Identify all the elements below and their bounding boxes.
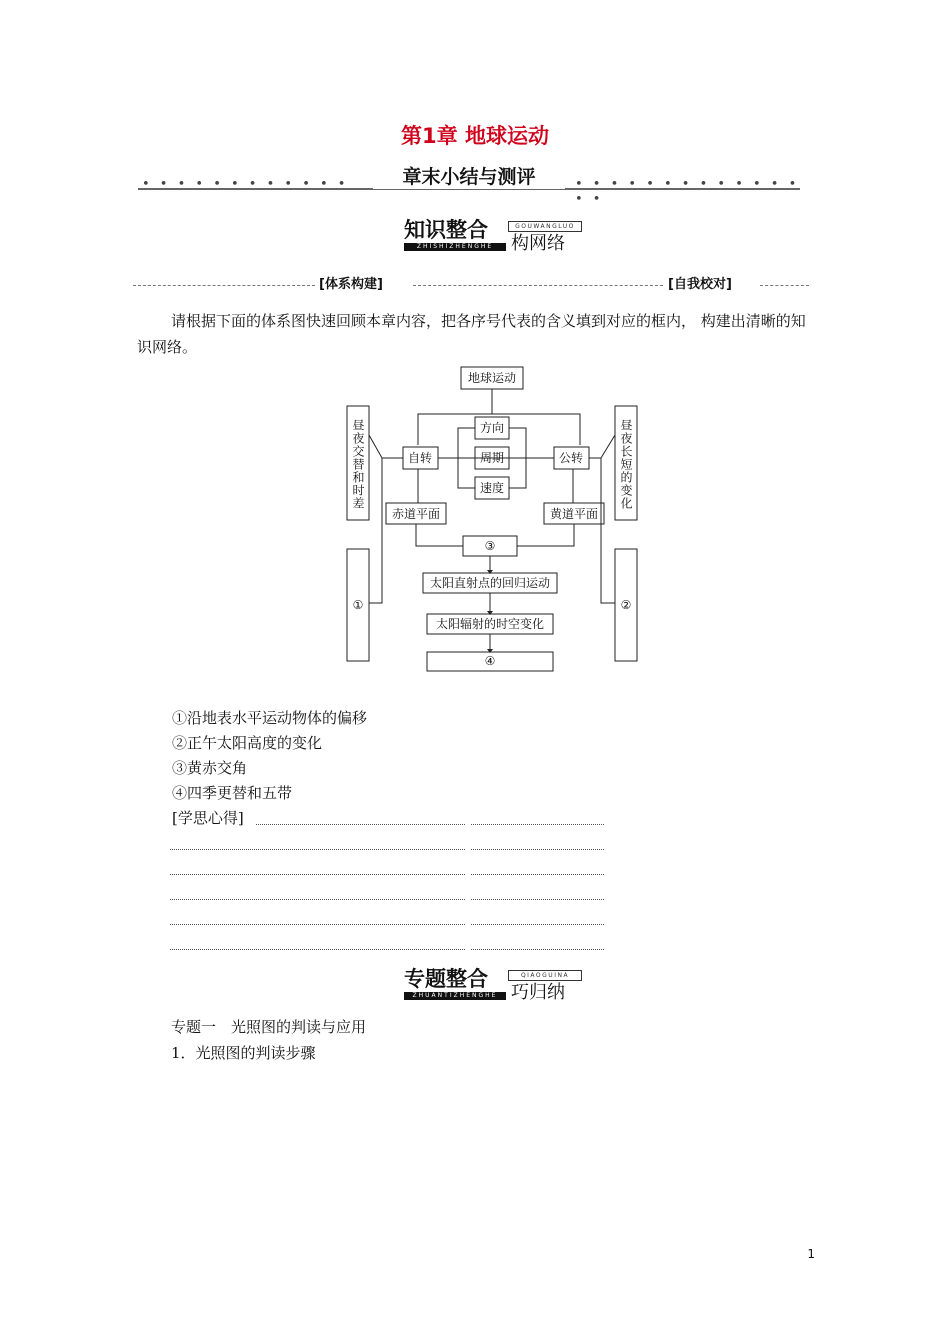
- knowledge-banner: [404, 218, 582, 258]
- note-line: [471, 874, 604, 875]
- revolution-label: 公转: [558, 451, 584, 465]
- dots-right: • • • • • • • • • • • • • • •: [575, 177, 800, 207]
- topic-banner-main: 专题整合: [404, 967, 488, 991]
- section-divider: [133, 276, 809, 296]
- note-line: [471, 924, 604, 925]
- note-line: [170, 949, 465, 950]
- root-label: 地球运动: [467, 371, 517, 385]
- left-vertical-label: 昼夜交替和时差: [351, 418, 365, 510]
- divider-line-mid: [413, 285, 663, 286]
- knowledge-banner-sub: 构网络: [511, 233, 565, 254]
- c4-label: ④: [484, 654, 496, 668]
- note-line: [471, 824, 604, 825]
- topic-step: 1．光照图的判读步骤: [171, 1044, 316, 1062]
- c3-label: ③: [484, 539, 496, 553]
- note-line: [471, 849, 604, 850]
- right-vertical-label: 昼夜长短的变化: [619, 418, 633, 510]
- topic-heading: 专题一 光照图的判读与应用: [171, 1018, 367, 1036]
- note-line: [170, 899, 465, 900]
- divider-right-label: [自我校对]: [668, 277, 732, 292]
- intro-paragraph: 请根据下面的体系图快速回顾本章内容，把各序号代表的含义填到对应的框内， 构建出清晰的知识网络。: [137, 312, 806, 356]
- period-label: 周期: [479, 451, 505, 465]
- left-vertical-fo: [347, 408, 369, 520]
- direction-label: 方向: [479, 421, 505, 435]
- note-line: [471, 949, 604, 950]
- divider-left-label: [体系构建]: [319, 277, 383, 292]
- answer-4: ④四季更替和五带: [172, 784, 293, 802]
- dots-left: • • • • • • • • • • • •: [142, 177, 349, 192]
- knowledge-banner-pinyin: ZHISHIZHENGHE: [404, 243, 506, 251]
- topic-banner-sub: 巧归纳: [511, 982, 565, 1003]
- speed-label: 速度: [479, 481, 505, 495]
- c2-label: ②: [620, 598, 632, 612]
- concept-diagram: [330, 360, 650, 680]
- topic-banner-tag: QIAOGUINA: [508, 970, 582, 981]
- note-line: [471, 899, 604, 900]
- right-vertical-fo: [615, 408, 637, 520]
- study-notes-label: [学思心得]: [172, 809, 244, 827]
- divider-line-right: [760, 285, 809, 286]
- sun-motion-label: 太阳直射点的回归运动: [429, 576, 551, 590]
- topic-banner-pinyin: ZHUANTIZHENGHE: [404, 992, 506, 1000]
- radiation-label: 太阳辐射的时空变化: [435, 617, 545, 631]
- summary-banner: [138, 165, 800, 207]
- c1-label: ①: [352, 598, 364, 612]
- answer-1: ①沿地表水平运动物体的偏移: [172, 709, 368, 727]
- rotation-label: 自转: [407, 451, 433, 465]
- note-line: [170, 849, 465, 850]
- summary-title: 章末小结与测评: [373, 165, 565, 189]
- answer-3: ③黄赤交角: [172, 759, 248, 777]
- answer-2: ②正午太阳高度的变化: [172, 734, 323, 752]
- divider-line-left: [133, 285, 315, 286]
- knowledge-banner-tag: GOUWANGLUO: [508, 221, 582, 232]
- page-number: 1: [807, 1247, 815, 1261]
- ecliptic-plane-label: 黄道平面: [549, 507, 599, 521]
- topic-banner: [404, 967, 582, 1007]
- note-line: [170, 874, 465, 875]
- knowledge-banner-main: 知识整合: [404, 218, 488, 242]
- equator-plane-label: 赤道平面: [391, 507, 441, 521]
- note-line: [170, 924, 465, 925]
- chapter-title: 第1章 地球运动: [401, 124, 549, 148]
- note-line: [256, 824, 465, 825]
